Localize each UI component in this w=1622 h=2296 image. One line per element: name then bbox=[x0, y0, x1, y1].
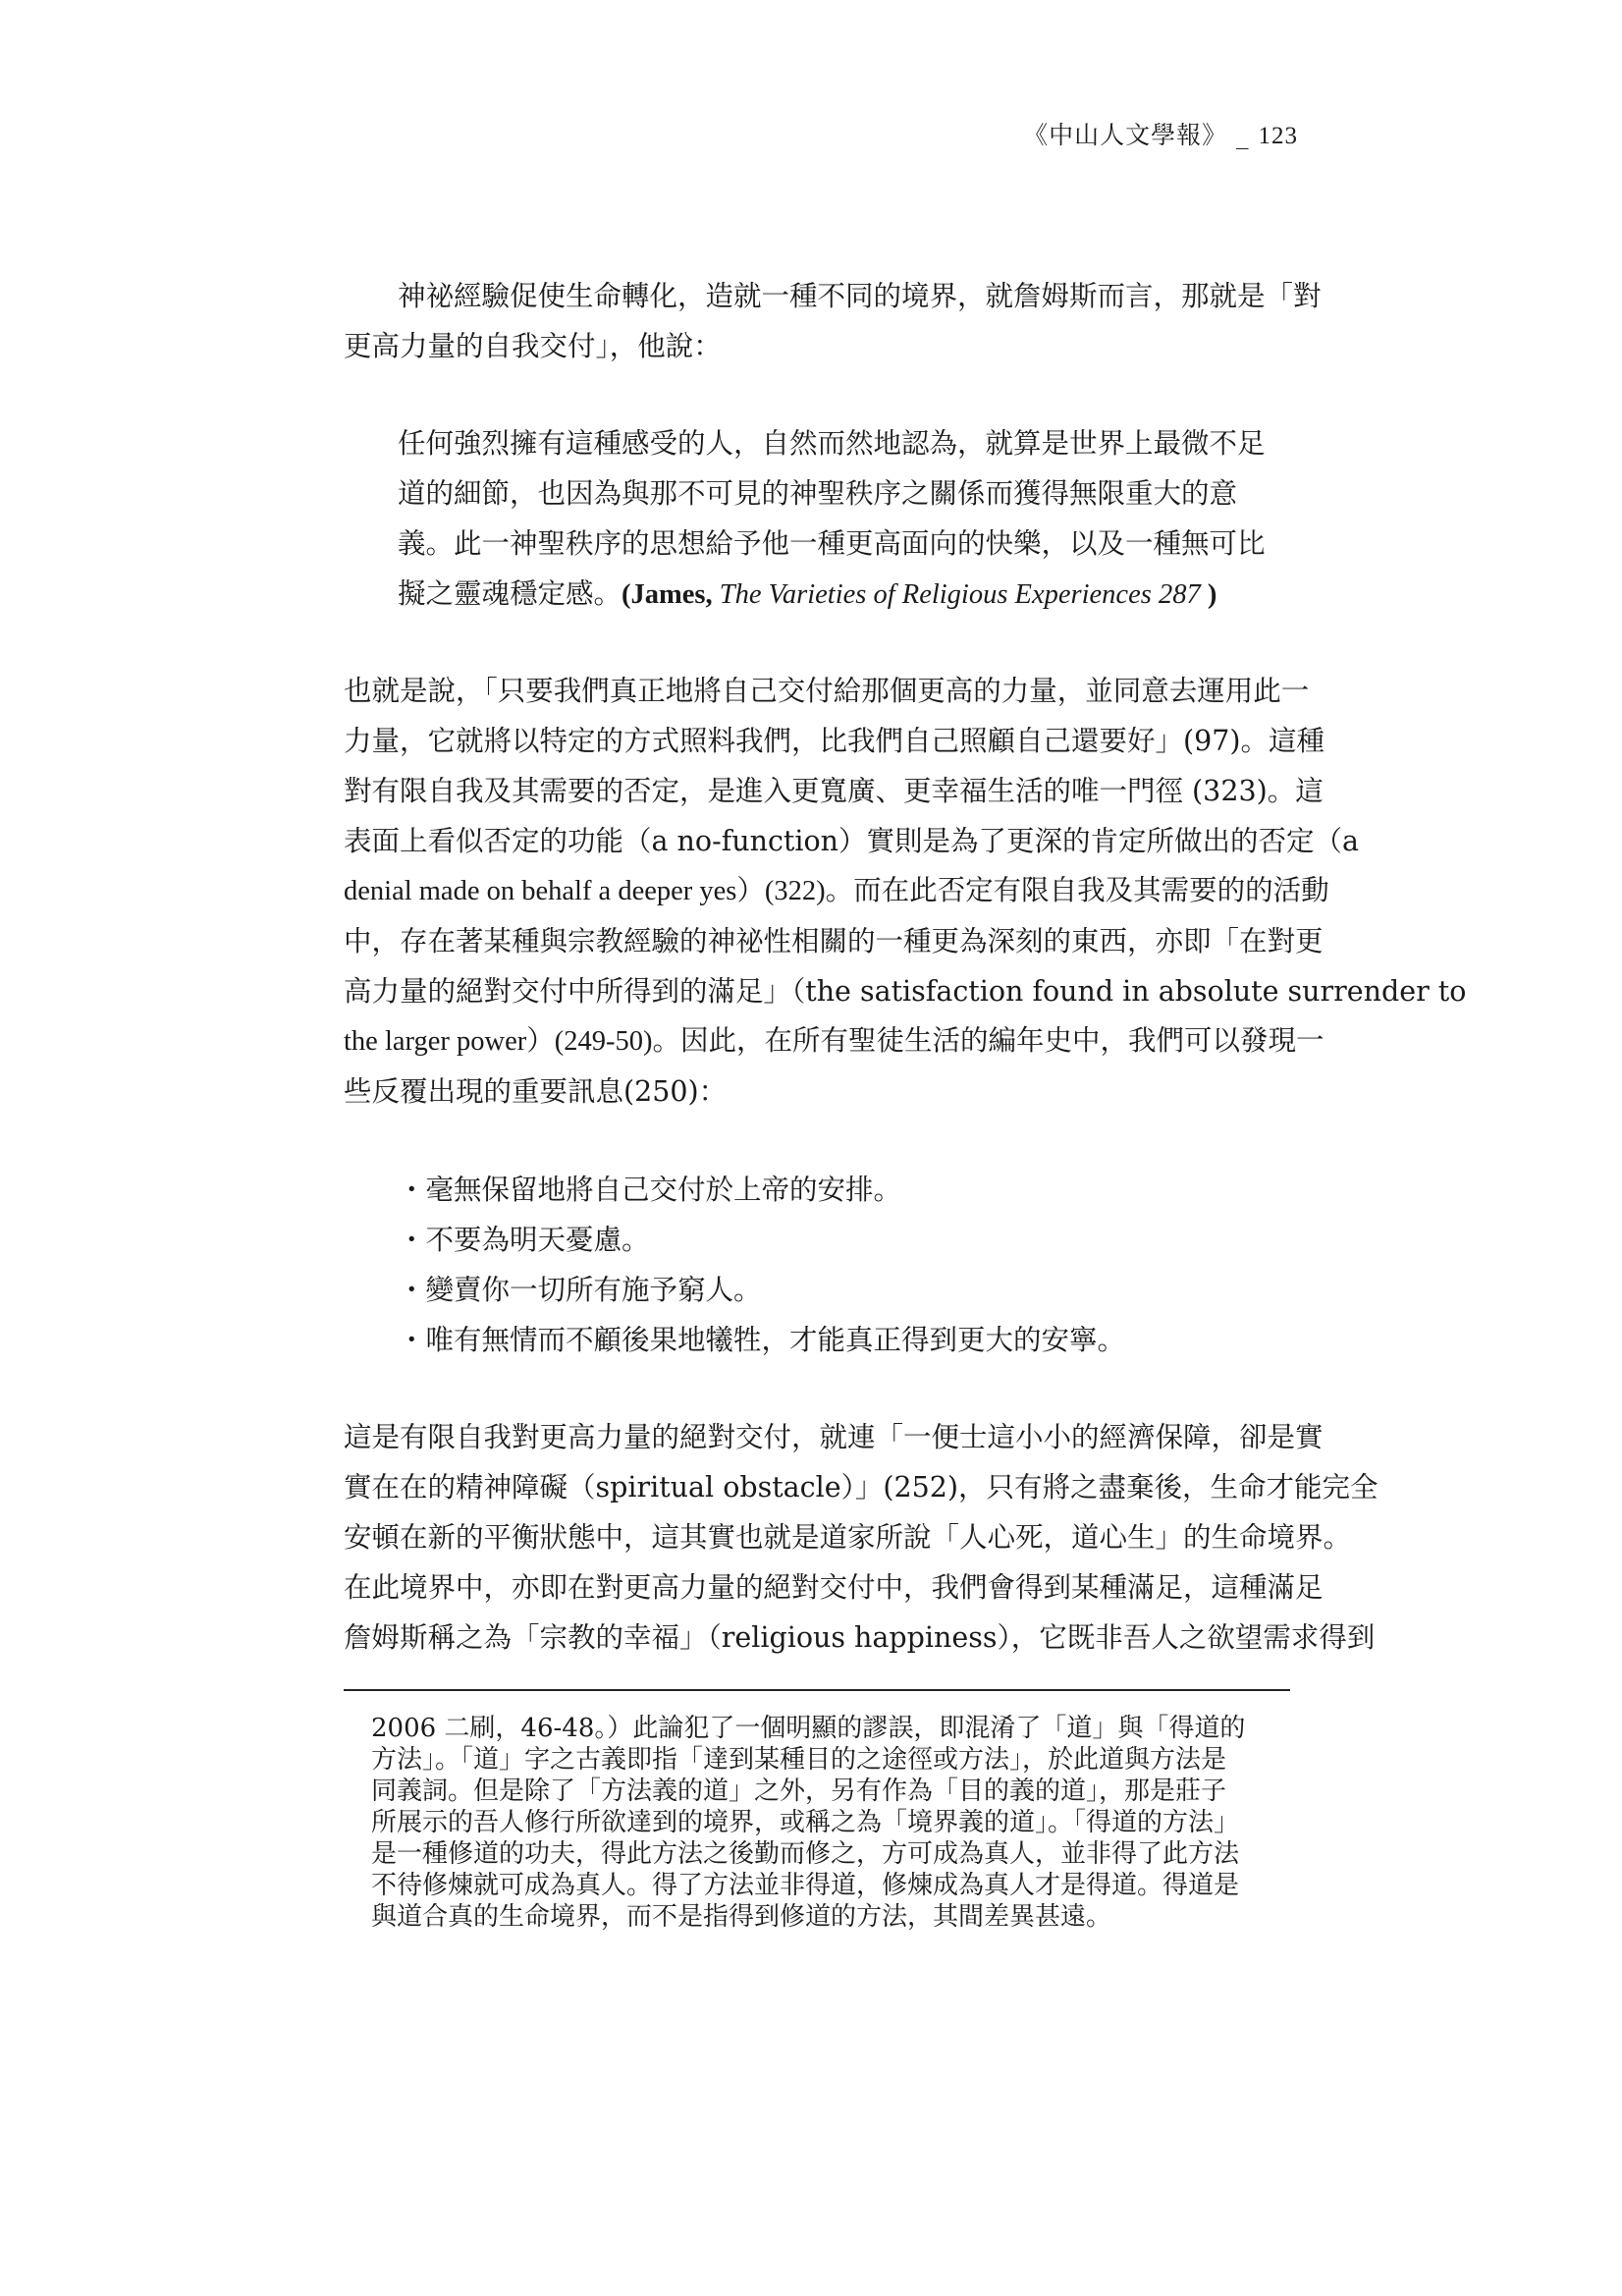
paragraph-3-line-1: 這是有限自我對更高力量的絕對交付，就連「一便士這小小的經濟保障，卻是實 bbox=[344, 1421, 1324, 1453]
footnote-line-4: 所展示的吾人修行所欲達到的境界，或稱之為「境界義的道」。「得道的方法」 bbox=[371, 1808, 1240, 1837]
paragraph-2-line-6: 中，存在著某種與宗教經驗的神祕性相關的一種更為深刻的東西，亦即「在對更 bbox=[344, 925, 1324, 957]
paragraph-2-line-5: denial made on behalf a deeper yes）(322)。而在此否定有限自我及其需要的的活動 bbox=[344, 876, 1329, 906]
paragraph-2-line-8: the larger power）(249-50)。因此，在所有聖徒生活的編年史中，我們可以發現一 bbox=[344, 1026, 1325, 1057]
footnote-line-3: 同義詞。但是除了「方法義的道」之外，另有作為「目的義的道」，那是莊子 bbox=[371, 1777, 1227, 1806]
footnote-line-1: 2006 二刷，46-48。）此論犯了一個明顯的謬誤，即混淆了「道」與「得道的 bbox=[371, 1714, 1246, 1743]
footnote-line-2: 方法」。「道」字之古義即指「達到某種目的之途徑或方法」，於此道與方法是 bbox=[371, 1745, 1227, 1775]
citation-title: The Varieties of Religious Experiences 287 bbox=[719, 579, 1201, 610]
bullet-item-3: ・變賣你一切所有施予窮人。 bbox=[398, 1274, 762, 1306]
paragraph-1-line-1: 神祕經驗促使生命轉化，造就一種不同的境界，就詹姆斯而言，那就是「對 bbox=[398, 280, 1322, 312]
block-quote-line-4 bbox=[398, 577, 1216, 612]
running-header bbox=[1023, 116, 1298, 151]
footnote-line-5: 是一種修道的功夫，得此方法之後勤而修之，方可成為真人，並非得了此方法 bbox=[371, 1839, 1240, 1869]
footnote-divider bbox=[344, 1689, 1290, 1691]
block-quote-line-1: 任何強烈擁有這種感受的人，自然而然地認為，就算是世界上最微不足 bbox=[398, 427, 1266, 460]
block-quote-line-2: 道的細節，也因為與那不可見的神聖秩序之關係而獲得無限重大的意 bbox=[398, 477, 1238, 510]
paragraph-2-line-9: 些反覆出現的重要訊息(250)： bbox=[344, 1075, 728, 1108]
block-quote-text: 擬之靈魂穩定感。 bbox=[398, 577, 622, 610]
bullet-item-4: ・唯有無情而不顧後果地犧牲，才能真正得到更大的安寧。 bbox=[398, 1324, 1126, 1356]
citation-close: ) bbox=[1200, 579, 1217, 610]
bullet-item-1: ・毫無保留地將自己交付於上帝的安排。 bbox=[398, 1174, 902, 1206]
paragraph-2-line-3: 對有限自我及其需要的否定，是進入更寬廣、更幸福生活的唯一門徑 (323)。這 bbox=[344, 775, 1324, 807]
footnote-line-6: 不待修煉就可成為真人。得了方法並非得道，修煉成為真人才是得道。得道是 bbox=[371, 1871, 1240, 1900]
footnote-line-7: 與道合真的生命境界，而不是指得到修道的方法，其間差異甚遠。 bbox=[371, 1902, 1112, 1932]
citation-open: (James, bbox=[622, 579, 720, 610]
paragraph-2-line-1: 也就是說，「只要我們真正地將自己交付給那個更高的力量，並同意去運用此一 bbox=[344, 675, 1310, 707]
bullet-item-2: ・不要為明天憂慮。 bbox=[398, 1224, 650, 1256]
block-quote-line-3: 義。此一神聖秩序的思想給予他一種更高面向的快樂，以及一種無可比 bbox=[398, 527, 1266, 560]
paragraph-1-line-2: 更高力量的自我交付」，他說： bbox=[344, 330, 722, 362]
page-number: 123 bbox=[1258, 123, 1298, 149]
paragraph-3-line-2: 實在在的精神障礙（spiritual obstacle）」(252)，只有將之盡棄後，生命才能完全 bbox=[344, 1471, 1379, 1503]
journal-title: 《中山人文學報》 bbox=[1023, 121, 1228, 149]
paragraph-2-line-7: 高力量的絕對交付中所得到的滿足」（the satisfaction found in absolute surrender to bbox=[344, 975, 1467, 1008]
paragraph-3-line-3: 安頓在新的平衡狀態中，這其實也就是道家所說「人心死，道心生」的生命境界。 bbox=[344, 1521, 1352, 1554]
paragraph-2-line-4: 表面上看似否定的功能（a no-function）實則是為了更深的肯定所做出的否定（a bbox=[344, 825, 1359, 857]
paragraph-3-line-5: 詹姆斯稱之為「宗教的幸福」（religious happiness），它既非吾人之欲望需求得到 bbox=[344, 1621, 1376, 1654]
paragraph-3-line-4: 在此境界中，亦即在對更高力量的絕對交付中，我們會得到某種滿足，這種滿足 bbox=[344, 1571, 1324, 1604]
paragraph-2-line-2: 力量，它就將以特定的方式照料我們，比我們自己照顧自己還要好」(97)。這種 bbox=[344, 725, 1325, 757]
header-separator: _ bbox=[1236, 121, 1250, 149]
